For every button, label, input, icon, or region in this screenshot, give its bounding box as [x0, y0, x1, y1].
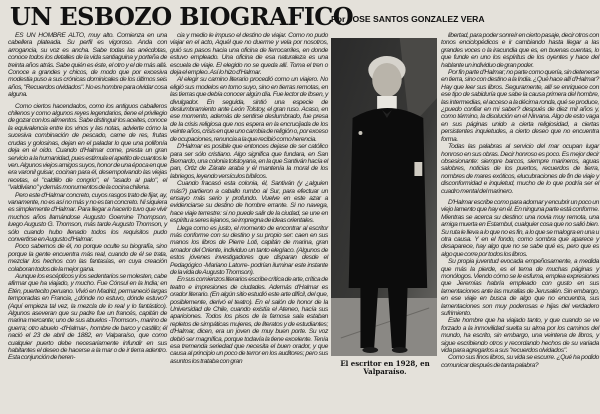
- author-byline: Por JOSE SANTOS GONZALEZ VERA: [331, 14, 485, 24]
- paragraph: D'Halmar escribe como para adornar y encubrir un poco un viejo lamento que hay en él. En ninguna parte está conforme. Mientras se acerca su destino: una novia muy remota, una amiga muerta en Estambul, cualquier cosa que no salió bien. Su ruta le lleva a lo que no es fin, a lo que se malogra en una u otra causa. Y en el fondo, como sombra que aparece y desaparece, hay algo que no se sabe qué es, pero que es algo que corre por todos los libros.: [441, 198, 599, 258]
- paragraph: Su propia juventud evocada empeñosamente, a medida que más la pierde, es el tema de muchas páginas y monólogos. Viendo cómo se le esfuma, emplea expresiones que Jeremías habría empleado con gusto en sus lamentaciones ante las murallas de Jerusalén. Sin embargo, en ese viaje en busca de algo que no encuentra, sus lamentaciones son muy poderosas e hijas del verdadero sufrimiento.: [441, 258, 599, 318]
- author-photo: [331, 38, 437, 356]
- paragraph: Al elegir su camino literario procedió como un viajero. No eligió sus modelos en torno suyo, sino en tierras remotas, en las tierras que debía conocer algún día. Fue lector de Ibsen, y divulgador. En seguida, sintió una especie de deslumbramiento ante León Tolstoy, el gran ruso. Acaso, en ese momento, además de sentirse deslumbrado, fue presa de la crisis religiosa que nos espera en la encrucijada de los veinte años, crisis en que uno cambia de religión o, por exceso de ocupaciones, renuncia a la que recibió como herencia.: [170, 76, 328, 143]
- text-column-1: [8, 32, 167, 362]
- paragraph: Aunque los escépticos y los sedentarios se molesten, cabe afirmar que ha viajado, y mucho. Fue Cónsul en la India; en Etén, puertecito peruano. Vivió en Madrid, permaneció largas temporadas en Francia, ¿dónde no estuvo, dónde estuvo? (Aquí empieza tal vez, la mezcla de lo real y lo fantástico). Algunos aseveran que su padre fue un francés, capitán de marina mercante; uno de sus abuelos -Thomson-, marino de guerra; otro abuelo -d'Halmar-, hombre de barco y castillo; él nació el 23 de abril de 1882, en Valparaíso, que como cualquier puerto debe necesariamente infundir en sus habitantes el deseo de hacerse a la mar o de ir tierra adentro. Esta conjunción de heren-: [8, 273, 167, 362]
- paragraph: Llega como es justo, el momento de encontrar al escritor más conforme con su destino y su propio ser: caen en sus manos los libros de Pierre Loti, capitán de marina, gran amador del Oriente, individuo un tanto elegíaco. (Algunos de estos jóvenes investigadores que disparan desde el Pedagógico -Mariano Latorre- podrían iluminar este instante de la vida de Augusto Thomson).: [170, 224, 328, 276]
- paragraph: Pero este d'Halmar concreto, cuyos rasgos trato de fijar, ay, vanamente, no es así no más y no es tan concreto. Ni siquiera es simplemente d'Halmar. Para llegar a hacerlo tuvo que vivir muchos años llamándose Augusto Goemine Thompson, luego Augusto G. Thomson, más tarde Augusto Thomson, y sólo cuando hubo llenado todos los requisitos pudo convertirse en Augusto d'Halmar.: [8, 191, 167, 243]
- paragraph: Por fin parte d'Halmar; no parte como quería, sin detenerse en tierra, sino con destino a la India. ¿Qué hace allí d'Halmar? Hay que leer sus libros. Seguramente, allí se enriquece con ese tipo de sabiduría que sabe la causa primera del hombre, las intermedias, el acceso a la décima ronda, qué se produce, ¿puedo confiar en mi saber? después de diez mil años y, como término, la disolución en el Nirvana. Algo de esto vaga en sus páginas unido a cierta religiosidad, a ciertas persistentes inquietudes, a cierto deseo que no encuentra forma.: [441, 69, 599, 143]
- paragraph: Poco sabemos de él, no porque oculte su biografía, sino porque la gente encuentra más real, cuando de él se trata, mezclar los hechos con las fantasías, en cuya creación colaboran todos de la mejor gana.: [8, 243, 167, 273]
- paragraph: Todas las palabras al servicio del mar ocupan lugar honroso en sus obras. Decir honroso es poco. Es mejor decir obsesionante: siempre barcos, siempre marineros, aguas salobres, noticias de los puertos, recuerdos de tierra, nombres de mares exóticos, elucubraciones de fin de viaje y disconformidad e inquietud, mucho de lo que podría ser el cuadro mental del marinero.: [441, 143, 599, 195]
- article-title: UN ESBOZO BIOGRAFICO: [10, 2, 354, 31]
- paragraph: Este hombre que ha viajado tanto, y que cuando se ve forzado a la inmovilidad suelta su alma por los caminos del mundo, ha escrito, sin embargo, una veintena de libros, y sigue escribiendo otros y recordando hechos de su variada vida para agregarlos a sus "recuerdos olvidados".: [441, 317, 599, 355]
- paragraph: En sus comienzos literarios escribe crítica de arte, crítica de teatro e impresiones de ciudades. Además d'Halmar es orador literario. (En algún sitio estudió este arte difícil, del que, posiblemente, derivó el teatro). En el salón de honor de la Universidad de Chile, cuando existía el Ateneo, hacía sus apariciones. Todos los pisos de la famosa sala estaban repletos de simpáticas mujeres, de literatos y de estudiantes; d'Halmar, dicen, era un joven de muy buen porte. Su voz debió ser magnífica, porque todavía la tiene excelente. Tenía esa tremenda seriedad que necesita el buen orador, y que causa al principio un poco de terror en los auditores; pero sus asuntos los trataba con gran: [170, 276, 328, 365]
- paragraph: Como ciertos hacendados, como los antiguos caballeros chilenos y como algunos reyes legendarios, tiene el privilegio de gozar con los alimentos. Sabe distinguir los aceites, conoce la equivalencia entre los vinos y las notas, advierte cómo la sucesiva combinación de pescado, carne de res, frutas crudas y golosinas, dejan en el paladar lo que una polifonía deja en el oído. Cuando d'Halmar come, presta un gran servicio a la humanidad, pues estimula el apetito de cuantos le ven. Algunos viejos amigos suyos, honor de una época en que era varonil guisar, cocinan para él, desempolvando las viejas recetas, el "caldillo de congrio", el "asado al palo", el "valdiviano" y demás monumentos de la cocina chilena.: [8, 102, 167, 192]
- paragraph: ES UN HOMBRE ALTO, muy alto. Comienza en una cabellera plateada. Su perfil es vigoroso. Anda con arrogancia, su voz es ancha. Sabe todas las anécdotas, conoce todos los detalles de la vida santiaguina y porteña de treinta años atrás. Sabe quién es éste, el otro y el de más allá. Conoce a grandes y chicos, de modo que por excesiva modestia puso a sus crónicas dominicales de los últimos seis años, "Recuerdos olvidados". No es hombre para olvidar cosa alguna.: [8, 32, 167, 99]
- text-column-2: [170, 32, 328, 365]
- paragraph: Cuando fracasó esta colonia, él, Santiván (y ¿alguien más?) partieron a caballo rumbo al Sur, para efectuar un ensayo más serio y profundo. Vuelve en este azar a evidenciarse su destino de hombre errante. Si no navega, hace viaje terrestre: si no puede salir de la ciudad, se une en espíritu a seres lejanos, se impregna de ideas orientales.: [170, 180, 328, 225]
- paragraph: D'Halmar es posible que entonces dejase de ser católico para ser sólo cristiano. Algo significa que fundara, en San Bernardo, una colonia tolstoyana, en la que Santiván hacía el pan, Ortiz de Zárate araba y él mantenía la moral de los labriegos, leyendo versículos bíblicos.: [170, 143, 328, 180]
- paragraph: libertad, para poder sonreír en cierto pasaje, decir otros con tonos enciclopédicos e ir cambiando hasta llegar a las grandes voces o la iracundia que es, en buenas cuentas, lo que funde en uno los espíritus de los oyentes y hace del hablante un individuo de gran poder.: [441, 32, 599, 69]
- text-column-3: [441, 32, 599, 369]
- portrait-image: [331, 38, 437, 356]
- paragraph: Como sus finos libros, su vida se escurre. ¿Qué ha podido comunicar después de tanta palabra?: [441, 354, 599, 369]
- paragraph: cia y medio le impuso el destino de viajar. Como no pudo viajar en el acto, Aquél que no duerme y vela por nosotros, guió sus pasos hacia una oficina de ferrocarriles, en donde estuvo empleado. Una oficina de esa naturaleza es una escuela de viaje. El elegido no se queda allí. Toma el tren o deja el empleo. Así lo hizo d'Halmar.: [170, 32, 328, 77]
- photo-caption: El escritor en 1928, en Valparaíso.: [340, 359, 430, 376]
